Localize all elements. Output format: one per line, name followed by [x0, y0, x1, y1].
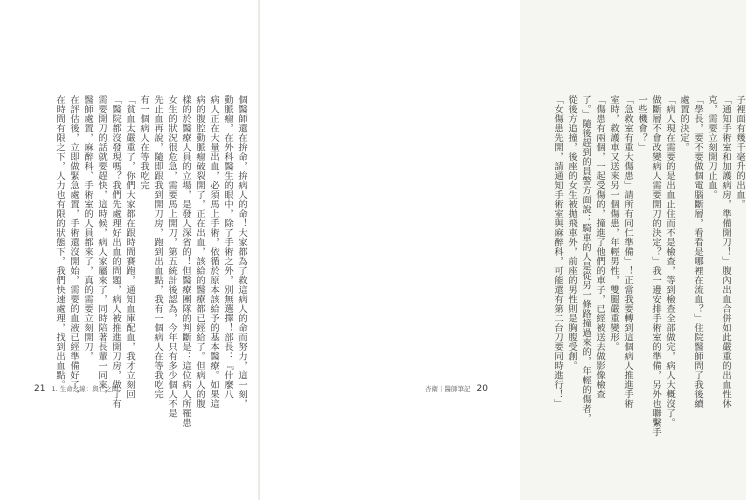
- right-page-folio: [425, 384, 494, 394]
- left-page-text-line: 需要開刀的話就要趕快，這時候，病人家屬來了，同時陪著長輩一同來，: [96, 95, 107, 399]
- right-page-text-line: 了。」隨後趕到的員警方面說：騎車的人是從另一條路撞過來的，年輕的傷者，: [580, 95, 591, 423]
- left-page: [0, 0, 260, 500]
- left-page-text-line: 病人正在大量出血，必須馬上手術，依循於原本該給予的基本醫療。如果這: [208, 95, 219, 409]
- left-page-text-line: 個醫師還在拚命，拚病人的命！大家都為了救這病人的命而努力，這一刻，: [236, 95, 247, 409]
- right-page-text-line: 「通知手術室和加護病房，準備開刀！」腹內出血合併如此嚴重的出血性休: [720, 95, 731, 409]
- right-page-text-line: 處置的決定。: [678, 95, 689, 152]
- left-page-text-line: 醫師處置，麻醉科、手術室的人員都來了，真的需要立刻開刀，: [82, 95, 93, 361]
- left-page-folio: [28, 384, 118, 394]
- right-page-text-line: 室時，救護車又送來另一個傷患，年輕男性，雙腿嚴重變形。: [608, 95, 619, 352]
- right-page-text-line: 「急救室有重大傷患」請所有同仁準備」！正當我要轉到這個病人推進手術: [622, 95, 633, 409]
- right-page-text-line: 克，需要立刻開刀止血。: [706, 95, 717, 200]
- right-page: [260, 0, 745, 500]
- right-page-text-line: 「病人現在需要的是出血止住而不是檢查，等到檢查全部做完，病人大概沒了。: [664, 95, 675, 428]
- left-page-number: 21: [34, 384, 46, 394]
- right-page-text-line: 一些機會？」: [636, 95, 647, 152]
- left-page-text-line: 先止血再說，隨即跟我到開刀房，跑到出血點，我有一個病人在等我吃完: [152, 95, 163, 399]
- right-page-text-line: 「學長，要不要做個電腦斷層，看看是哪裡在流血？」住院醫師問了我後續: [692, 95, 703, 409]
- left-page-text-line: 「醫院都沒發現嗎？我們先處理好出血的問題，病人被推進開刀房，做了有: [110, 95, 121, 409]
- right-page-text-line: 子裡面有幾千毫升的出血。: [734, 95, 745, 209]
- left-page-text-line: 「貧血太嚴重了，你們大家都在跟時間賽跑，通知血庫配血，我才立刻回: [124, 95, 135, 399]
- left-page-body: [42, 95, 248, 428]
- right-page-text-line: 做斷層不會改變病人需要開刀的決定？」我一邊安排手術室的準備，另外也聯繫手: [650, 95, 661, 437]
- left-running-head: 1. 生命之線：與亡之間: [51, 385, 119, 393]
- right-running-head: 杏衛｜醫師筆記: [425, 385, 471, 393]
- left-page-text-line: 在評估後，立即做緊急處置，手術還沒開始，需要的血液已經準備好了，: [68, 95, 79, 399]
- left-page-text-line: 樣的於醫療人員的立場，是發人深省的！但醫療團隊的判斷是：這位病人所罹患: [180, 95, 191, 428]
- left-page-text-line: 動脈瘤，在外科醫生的眼中，除了手術之外，別無選擇！部長：『什麼八: [222, 95, 233, 399]
- left-page-text-line: 在時間有限之下，人力也有限的狀態下，我們快速處理，找到出血點。: [54, 95, 65, 390]
- right-page-body: [534, 95, 746, 437]
- right-page-text-line: 「女傷患先開，請通知手術室與麻醉科，可能還有第二台刀要同時進行！」: [552, 95, 563, 409]
- right-page-number: 20: [476, 384, 488, 394]
- left-page-text-line: 病的腹腔動脈瘤破裂開了，正在出血，該給的醫療都已經給了。但病人的腹: [194, 95, 205, 409]
- left-page-text-line: 女生的狀況很危急，需要馬上開刀，第五統計後認為，今年只有多少個人不是: [166, 95, 177, 418]
- right-page-text-line: 從後方追撞，後座的女生被拋飛車外，前座的男性則是胸腹受創。: [566, 95, 577, 371]
- left-page-text-line: 有一個病人在等我吃完: [138, 95, 149, 190]
- right-page-text-line: 「傷患有兩個，一起受傷的，撞進了他們的車子，已經被送去做影像檢查: [594, 95, 605, 399]
